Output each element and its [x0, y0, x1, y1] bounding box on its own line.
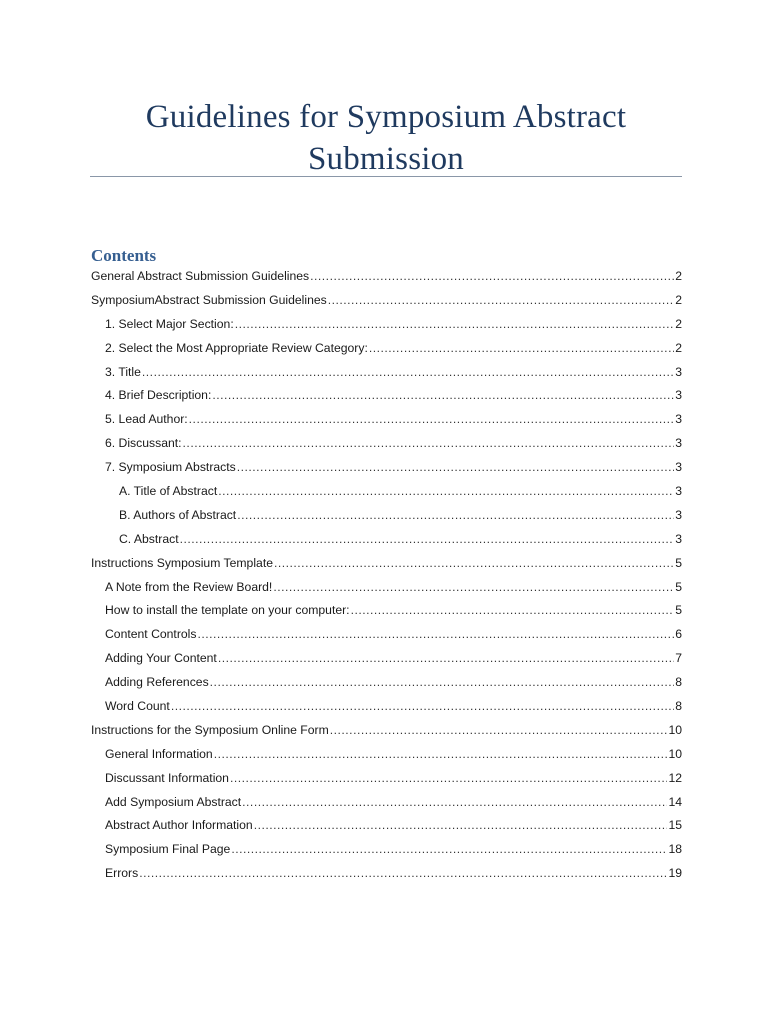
toc-entry-title[interactable]: 3. Title [105, 364, 141, 379]
document-title [90, 96, 682, 180]
toc-entry-title[interactable]: 1. Select Major Section: [105, 316, 234, 331]
toc-dot-leader [171, 699, 674, 713]
toc-entry-title[interactable]: Instructions for the Symposium Online Form [91, 722, 329, 737]
toc-entry[interactable] [91, 651, 682, 675]
toc-page-number[interactable]: 14 [668, 794, 682, 809]
toc-page-number[interactable]: 3 [675, 388, 682, 403]
toc-page-number[interactable]: 6 [675, 627, 682, 642]
toc-dot-leader [330, 723, 668, 737]
toc-dot-leader [139, 866, 667, 880]
toc-entry-title[interactable]: General Abstract Submission Guidelines [91, 269, 310, 283]
toc-entry[interactable] [91, 293, 682, 317]
toc-page-number[interactable]: 19 [668, 866, 682, 881]
toc-entry[interactable] [91, 436, 682, 460]
toc-entry-title[interactable]: B. Authors of Abstract [119, 507, 237, 522]
toc-entry-title[interactable]: Errors [105, 866, 139, 881]
toc-dot-leader [274, 556, 674, 570]
toc-entry[interactable] [91, 747, 682, 771]
toc-dot-leader [235, 317, 675, 331]
toc-entry-title[interactable]: Add Symposium Abstract [105, 794, 242, 809]
toc-entry-title[interactable]: A. Title of Abstract [119, 484, 218, 499]
toc-page-number[interactable]: 2 [675, 340, 682, 355]
toc-entry-title[interactable]: General Information [105, 746, 213, 761]
toc-dot-leader [231, 842, 667, 856]
toc-entry[interactable] [91, 508, 682, 532]
toc-entry[interactable] [91, 866, 682, 890]
toc-dot-leader [328, 293, 674, 307]
toc-entry[interactable] [91, 580, 682, 604]
toc-entry[interactable] [91, 532, 682, 556]
toc-entry[interactable] [91, 627, 682, 651]
toc-dot-leader [254, 818, 668, 832]
toc-entry[interactable] [91, 818, 682, 842]
toc-entry-title[interactable]: Adding Your Content [105, 651, 217, 666]
toc-entry[interactable] [91, 365, 682, 389]
toc-entry[interactable] [91, 842, 682, 866]
toc-entry[interactable] [91, 603, 682, 627]
toc-dot-leader [210, 675, 675, 689]
toc-dot-leader [230, 771, 667, 785]
toc-entry[interactable] [91, 341, 682, 365]
toc-entry-title[interactable]: Discussant Information [105, 770, 229, 785]
toc-page-number[interactable]: 3 [675, 484, 682, 499]
toc-dot-leader [212, 388, 674, 402]
toc-entry[interactable] [91, 388, 682, 412]
toc-entry-title[interactable]: Abstract Author Information [105, 818, 253, 833]
toc-page-number[interactable]: 12 [668, 770, 682, 785]
toc-dot-leader [237, 508, 674, 522]
toc-page-number[interactable]: 7 [675, 651, 682, 666]
toc-entry[interactable] [91, 317, 682, 341]
toc-entry[interactable] [91, 675, 682, 699]
toc-page-number[interactable]: 3 [675, 460, 682, 475]
toc-page-number[interactable]: 2 [675, 292, 682, 307]
toc-entry-title[interactable]: Word Count [105, 699, 170, 714]
toc-page-number[interactable]: 5 [675, 555, 682, 570]
toc-dot-leader [180, 532, 675, 546]
toc-entry-title[interactable]: 2. Select the Most Appropriate Review Category: [105, 340, 368, 355]
toc-page-number[interactable]: 3 [675, 531, 682, 546]
toc-page-number[interactable]: 3 [675, 412, 682, 427]
document-title-line-1: Guidelines for Symposium Abstract [145, 99, 627, 135]
toc-entry-title[interactable]: 4. Brief Description: [105, 388, 212, 403]
toc-dot-leader [142, 365, 674, 379]
toc-dot-leader [189, 412, 675, 426]
toc-page-number[interactable]: 2 [675, 316, 682, 331]
toc-page-number[interactable]: 5 [675, 603, 682, 618]
toc-page-number[interactable]: 18 [668, 842, 682, 857]
toc-page-number[interactable]: 3 [675, 364, 682, 379]
toc-entry[interactable] [91, 795, 682, 819]
toc-entry[interactable] [91, 412, 682, 436]
toc-dot-leader [183, 436, 675, 450]
toc-page-number[interactable]: 15 [668, 818, 682, 833]
contents-heading: Contents [91, 246, 157, 265]
toc-entry-title[interactable]: 6. Discussant: [105, 436, 182, 451]
toc-dot-leader [214, 747, 668, 761]
toc-page-number[interactable]: 3 [675, 507, 682, 522]
toc-page-number[interactable]: 5 [675, 579, 682, 594]
toc-dot-leader [369, 341, 674, 355]
toc-dot-leader [310, 269, 674, 283]
toc-entry-title[interactable]: SymposiumAbstract Submission Guidelines [91, 292, 327, 307]
toc-entry[interactable] [91, 556, 682, 580]
toc-page-number[interactable]: 8 [675, 699, 682, 714]
toc-entry[interactable] [91, 771, 682, 795]
toc-page-number[interactable]: 3 [675, 436, 682, 451]
table-of-contents [91, 269, 682, 890]
toc-dot-leader [237, 460, 674, 474]
toc-dot-leader [218, 651, 674, 665]
title-divider [90, 176, 682, 177]
toc-entry-title[interactable]: How to install the template on your computer: [105, 603, 350, 618]
toc-entry[interactable] [91, 699, 682, 723]
toc-entry[interactable] [91, 484, 682, 508]
toc-dot-leader [197, 627, 674, 641]
toc-entry-title[interactable]: C. Abstract [119, 531, 179, 546]
toc-entry-title[interactable]: Content Controls [105, 627, 197, 642]
toc-entry[interactable] [91, 460, 682, 484]
toc-page-number[interactable]: 2 [675, 269, 682, 283]
toc-page-number[interactable]: 8 [675, 675, 682, 690]
toc-dot-leader [273, 580, 674, 594]
toc-dot-leader [351, 603, 675, 617]
toc-page-number[interactable]: 10 [668, 722, 682, 737]
toc-dot-leader [242, 795, 667, 809]
toc-page-number[interactable]: 10 [668, 746, 682, 761]
document-title-line-2: Submission [307, 141, 465, 177]
toc-entry-title[interactable]: A Note from the Review Board! [105, 579, 273, 594]
toc-entry[interactable] [91, 269, 682, 293]
toc-entry-title[interactable]: Symposium Final Page [105, 842, 231, 857]
toc-entry-title[interactable]: 5. Lead Author: [105, 412, 188, 427]
toc-entry[interactable] [91, 723, 682, 747]
toc-entry-title[interactable]: Adding References [105, 675, 209, 690]
toc-entry-title[interactable]: 7. Symposium Abstracts [105, 460, 236, 475]
toc-entry-title[interactable]: Instructions Symposium Template [91, 555, 273, 570]
toc-dot-leader [218, 484, 674, 498]
